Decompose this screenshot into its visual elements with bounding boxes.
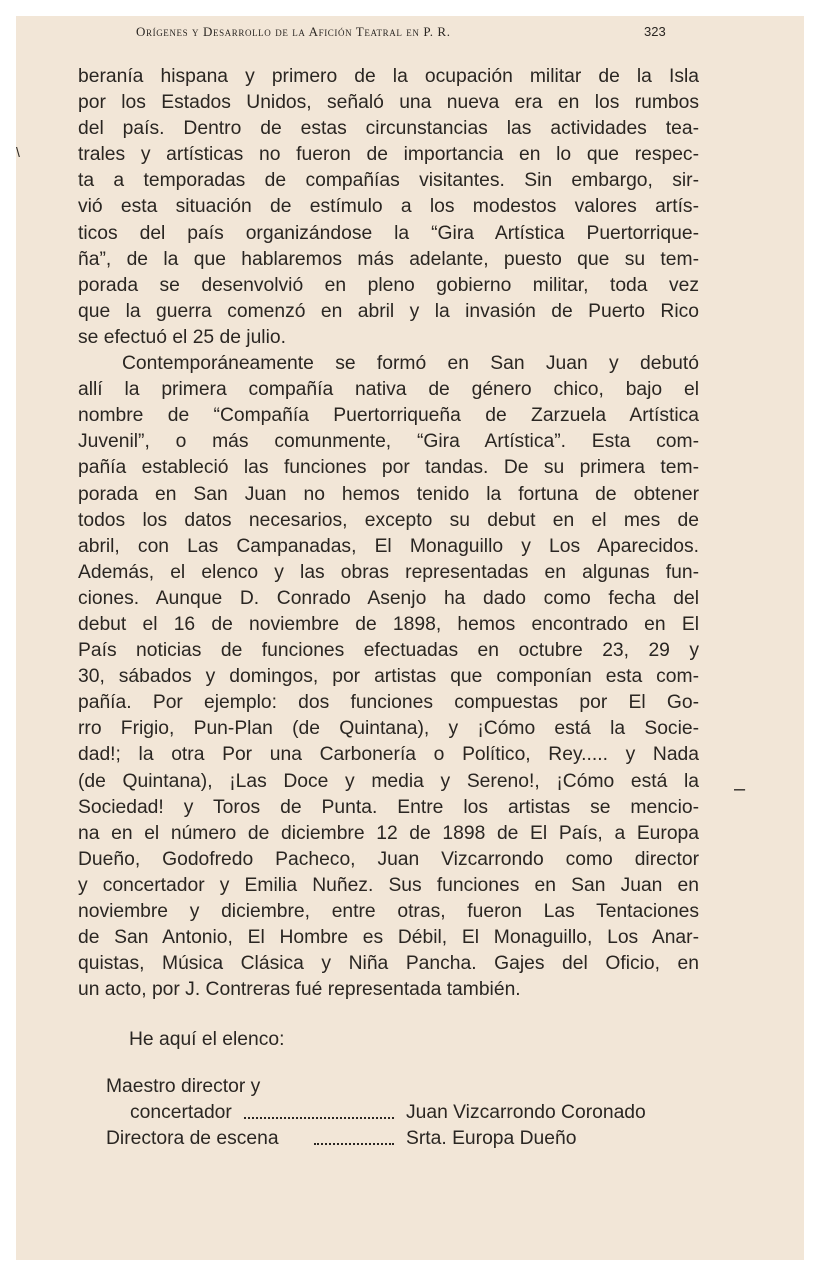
text-line: noviembre y diciembre, entre otras, fueron Las Tentaciones [78,901,699,922]
text-line: nombre de “Compañía Puertorriqueña de Zarzuela Artística [78,405,699,427]
text-line: pañía. Por ejemplo: dos funciones compuestas por El Go- [78,692,699,714]
text-line: na en el número de diciembre 12 de 1898 de El País, a Europa [78,822,699,844]
text-line: 30, sábados y domingos, por artistas que componían esta com- [78,666,699,688]
text-line: un acto, por J. Contreras fué representada también. [78,979,521,1001]
running-header: Orígenes y Desarrollo de la Afición Teatral en P. R. [136,24,451,39]
text-line: todos los datos necesarios, excepto su debut en el mes de [78,509,699,531]
text-line: Juvenil”, o más comunmente, “Gira Artística”. Esta com- [78,431,699,453]
text-line: de San Antonio, El Hombre es Débil, El Monaguillo, Los Anar- [78,927,699,949]
cast-actor: Juan Vizcarrondo Coronado [406,1102,646,1123]
text-line: que la guerra comenzó en abril y la invasión de Puerto Rico [78,300,699,322]
text-line: vió esta situación de estímulo a los modestos valores artís- [78,196,699,218]
text-line: dad!; la otra Por una Carbonería o Político, Rey..... y Nada [78,744,699,766]
text-line: pañía estableció las funciones por tandas. De su primera tem- [78,457,699,479]
text-line: beranía hispana y primero de la ocupación militar de la Isla [78,66,699,87]
margin-mark: \ [16,144,20,160]
text-line: porada se desenvolvió en pleno gobierno militar, toda vez [78,274,699,296]
text-line: allí la primera compañía nativa de género chico, bajo el [78,379,699,401]
text-line: ciones. Aunque D. Conrado Asenjo ha dado como fecha del [78,587,699,609]
dot-leader [244,1117,394,1119]
text-line: ticos del país organizándose la “Gira Artística Puertorrique- [78,222,699,244]
text-line: País noticias de funciones efectuadas en octubre 23, 29 y [78,640,699,662]
cast-row [106,1126,706,1152]
text-line: debut el 16 de noviembre de 1898, hemos encontrado en El [78,613,699,635]
cast-role: Directora de escena [106,1128,279,1149]
text-line: porada en San Juan no hemos tenido la fortuna de obtener [78,483,699,505]
text-line: por los Estados Unidos, señaló una nueva era en los rumbos [78,92,699,114]
text-line: del país. Dentro de estas circunstancias las actividades tea- [78,118,699,140]
dot-leader [314,1143,394,1145]
text-line: ña”, de la que hablaremos más adelante, puesto que su tem- [78,248,699,270]
text-line: Contemporáneamente se formó en San Juan y debutó [122,353,699,375]
text-line: trales y artísticas no fueron de importancia en lo que respec- [78,144,699,166]
cast-row [106,1100,706,1126]
cast-row [106,1074,706,1100]
text-line: ta a temporadas de compañías visitantes. Sin embargo, sir- [78,170,699,192]
cast-list [106,1074,706,1152]
text-line: Además, el elenco y las obras representadas en algunas fun- [78,561,699,583]
page-number: 323 [644,24,666,39]
text-line: abril, con Las Campanadas, El Monaguillo y Los Aparecidos. [78,535,699,557]
text-line: Sociedad! y Toros de Punta. Entre los artistas se mencio- [78,796,699,818]
margin-mark: – [734,778,746,800]
cast-intro: He aquí el elenco: [129,1029,285,1050]
text-line: rro Frigio, Pun-Plan (de Quintana), y ¡Cómo está la Socie- [78,718,699,740]
cast-role: concertador [130,1102,232,1123]
text-line: Dueño, Godofredo Pacheco, Juan Vizcarrondo como director [78,848,699,870]
text-line: y concertador y Emilia Nuñez. Sus funciones en San Juan en [78,874,699,896]
text-line: (de Quintana), ¡Las Doce y media y Sereno!, ¡Cómo está la [78,770,699,792]
cast-actor: Srta. Europa Dueño [406,1128,577,1149]
body-text [78,64,699,1003]
text-line: se efectuó el 25 de julio. [78,326,286,348]
text-line: quistas, Música Clásica y Niña Pancha. Gajes del Oficio, en [78,953,699,975]
cast-role: Maestro director y [106,1076,261,1097]
book-page [16,16,804,1260]
